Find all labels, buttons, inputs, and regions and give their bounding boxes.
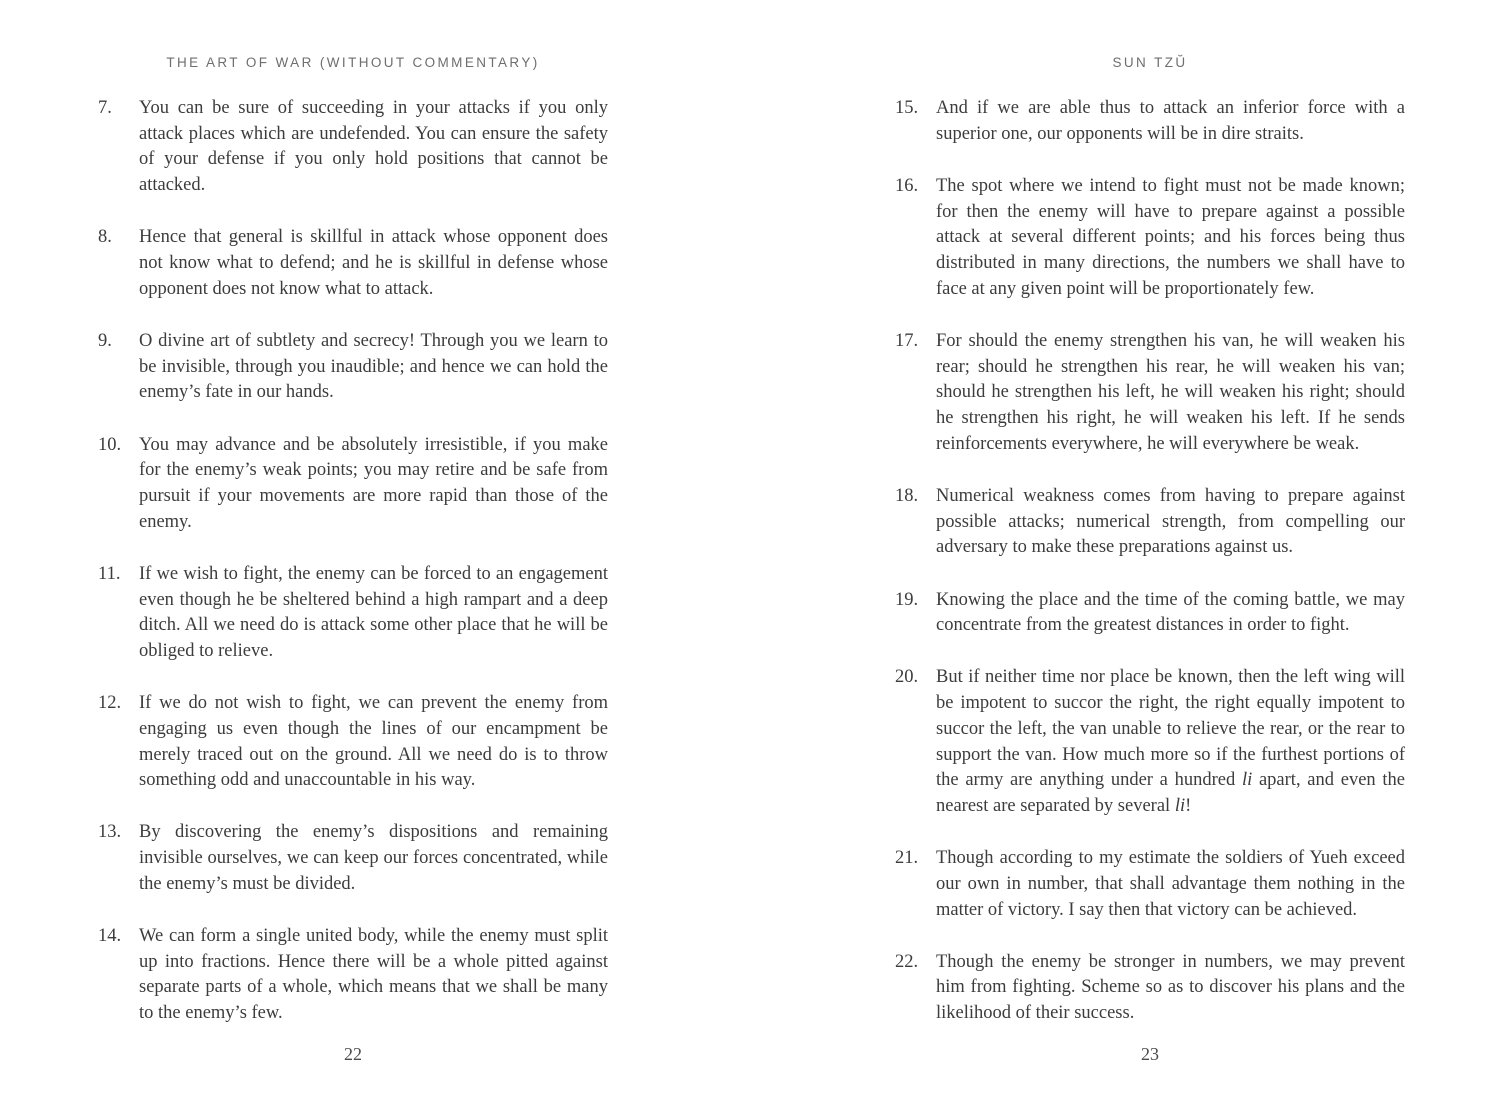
verse-number: 10.: [98, 434, 122, 455]
verse-item: [895, 950, 1405, 1027]
verse-text: Hence that general is skillful in attack whose opponent does not know what to defend; and he is skillful in defense whose opponent does not know what to attack.: [139, 227, 608, 299]
verse-number: 14.: [98, 926, 122, 947]
left-verse-list: [98, 96, 608, 1053]
verse-text: If we do not wish to fight, we can prevent the enemy from engaging us even though the lines of our encampment be merely traced out on the ground. All we need do is to throw something odd and unaccountable in his way.: [139, 693, 608, 791]
verse-item: [98, 96, 608, 199]
verse-item: [98, 562, 608, 665]
verse-text: You may advance and be absolutely irresistible, if you make for the enemy’s weak points; you may retire and be safe from pursuit if your movements are more rapid than those of the enemy.: [139, 434, 608, 532]
verse-text: The spot where we intend to fight must not be made known; for then the enemy will have to prepare against a possible attack at several different points; and his forces being thus distributed in many directions, the numbers we shall have to face at any given point will be proportionately few.: [936, 175, 1405, 299]
verse-text: And if we are able thus to attack an inferior force with a superior one, our opponents will be in dire straits.: [936, 98, 1405, 144]
verse-number: 20.: [895, 667, 919, 688]
verse-item: [895, 846, 1405, 923]
verse-item: [98, 433, 608, 536]
verse-text: We can form a single united body, while the enemy must split up into fractions. Hence there will be a whole pitted against separate parts of a whole, which means that we shall be many to the enemy’s few.: [139, 926, 608, 1024]
verse-number: 11.: [98, 563, 121, 584]
verse-text: By discovering the enemy’s dispositions and remaining invisible ourselves, we can keep our forces concentrated, while the enemy’s must be divided.: [139, 822, 608, 894]
verse-number: 19.: [895, 589, 919, 610]
verse-number: 17.: [895, 330, 919, 351]
page-left: [98, 0, 608, 1105]
verse-item: [98, 924, 608, 1027]
verse-number: 13.: [98, 822, 122, 843]
verse-item: [98, 329, 608, 406]
verse-number: 8.: [98, 227, 112, 248]
verse-number: 16.: [895, 175, 919, 196]
right-verse-list: [895, 96, 1405, 1053]
verse-text: You can be sure of succeeding in your attacks if you only attack places which are undefended. You can ensure the safety of your defense if you only hold positions that cannot be attacked.: [139, 98, 608, 196]
verse-text: For should the enemy strengthen his van, he will weaken his rear; should he strengthen his rear, he will weaken his van; should he strengthen his left, he will weaken his right; should he strengthen his right, he will weaken his left. If he sends reinforcements everywhere, he will everywhere be weak.: [936, 330, 1405, 454]
verse-text: Knowing the place and the time of the coming battle, we may concentrate from the greatest distances in order to fight.: [936, 589, 1405, 636]
right-page-number: 23: [1141, 1044, 1159, 1064]
verse-number: 12.: [98, 693, 122, 714]
verse-item: [895, 329, 1405, 458]
left-running-header: THE ART OF WAR (WITHOUT COMMENTARY): [166, 55, 540, 70]
verse-item: [895, 96, 1405, 147]
left-page-number: 22: [344, 1044, 362, 1064]
verse-item: [895, 484, 1405, 561]
verse-item: [98, 225, 608, 302]
verse-text: O divine art of subtlety and secrecy! Through you we learn to be invisible, through you inaudible; and hence we can hold the enemy’s fate in our hands.: [139, 330, 608, 403]
verse-number: 7.: [98, 98, 112, 118]
right-running-header: SUN TZŬ: [1112, 55, 1188, 70]
verse-number: 18.: [895, 485, 919, 506]
verse-item: [895, 588, 1405, 639]
verse-text: Though the enemy be stronger in numbers, we may prevent him from fighting. Scheme so as to discover his plans and the likelihood of their success.: [936, 951, 1405, 1024]
verse-number: 21.: [895, 848, 919, 869]
verse-text: But if neither time nor place be known, then the left wing will be impotent to succor the right, the right equally impotent to succor the left, the van unable to relieve the rear, or the rear to support the van. How much more so if the furthest portions of the army are anything under a hundred li apart, and even the nearest are separated by several li!: [936, 667, 1405, 816]
verse-text: Numerical weakness comes from having to prepare against possible attacks; numerical strength, from compelling our adversary to make these preparations against us.: [936, 485, 1405, 558]
verse-number: 22.: [895, 951, 919, 972]
verse-number: 15.: [895, 98, 919, 118]
verse-item: [895, 174, 1405, 303]
verse-item: [895, 665, 1405, 819]
verse-text: Though according to my estimate the soldiers of Yueh exceed our own in number, that shall advantage them nothing in the matter of victory. I say then that victory can be achieved.: [936, 848, 1405, 920]
verse-item: [98, 820, 608, 897]
verse-text: If we wish to fight, the enemy can be forced to an engagement even though he be sheltered behind a high rampart and a deep ditch. All we need do is attack some other place that he will be obliged to relieve.: [139, 563, 608, 661]
verse-item: [98, 691, 608, 794]
verse-number: 9.: [98, 330, 112, 351]
page-right: [895, 0, 1405, 1105]
